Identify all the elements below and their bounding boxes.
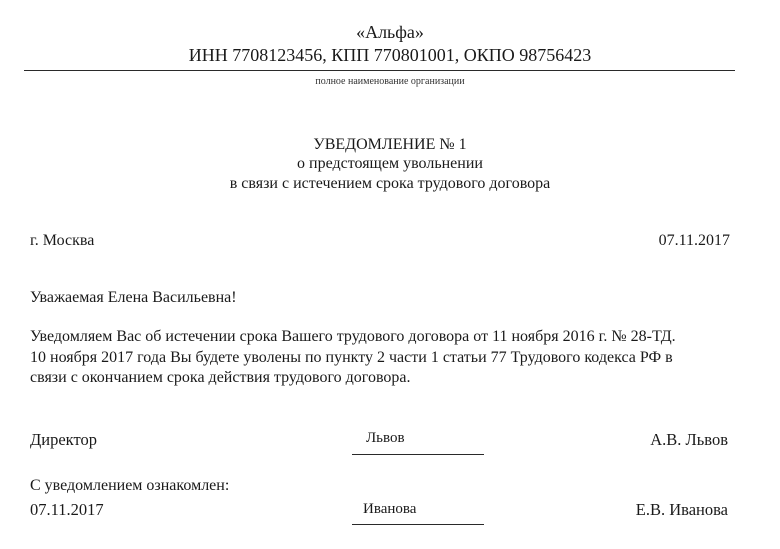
employee-name: Е.В. Иванова	[635, 500, 728, 519]
organization-underline	[24, 70, 735, 71]
employee-signature-line	[352, 524, 484, 525]
director-name: А.В. Львов	[650, 430, 728, 449]
director-label: Директор	[30, 430, 97, 449]
director-signature: Львов	[366, 430, 405, 446]
acknowledgement-date: 07.11.2017	[30, 500, 104, 519]
notice-title: УВЕДОМЛЕНИЕ № 1	[313, 136, 467, 153]
organization-codes: ИНН 7708123456, КПП 770801001, ОКПО 98756423	[188, 45, 592, 65]
notice-subtitle-line1: о предстоящем увольнении	[297, 155, 483, 172]
acknowledgement-label: С уведомлением ознакомлен:	[30, 477, 230, 494]
organization-caption: полное наименование организации	[315, 76, 465, 87]
letter-body	[30, 327, 676, 389]
letter-body-line: 10 ноября 2017 года Вы будете уволены по пункту 2 части 1 статьи 77 Трудового кодекса РФ в	[30, 348, 673, 366]
greeting: Уважаемая Елена Васильевна!	[30, 289, 237, 306]
organization-name: «Альфа»	[356, 22, 424, 42]
employee-signature: Иванова	[363, 501, 417, 517]
letter-body-line: связи с окончанием срока действия трудового договора.	[30, 369, 411, 386]
city: г. Москва	[30, 232, 95, 249]
notice-date: 07.11.2017	[658, 232, 730, 249]
notice-subtitle-line2: в связи с истечением срока трудового договора	[229, 175, 551, 192]
letter-body-line: Уведомляем Вас об истечении срока Вашего трудового договора от 11 ноября 2016 г. № 28-ТД.	[30, 328, 676, 345]
director-signature-line	[352, 454, 484, 455]
